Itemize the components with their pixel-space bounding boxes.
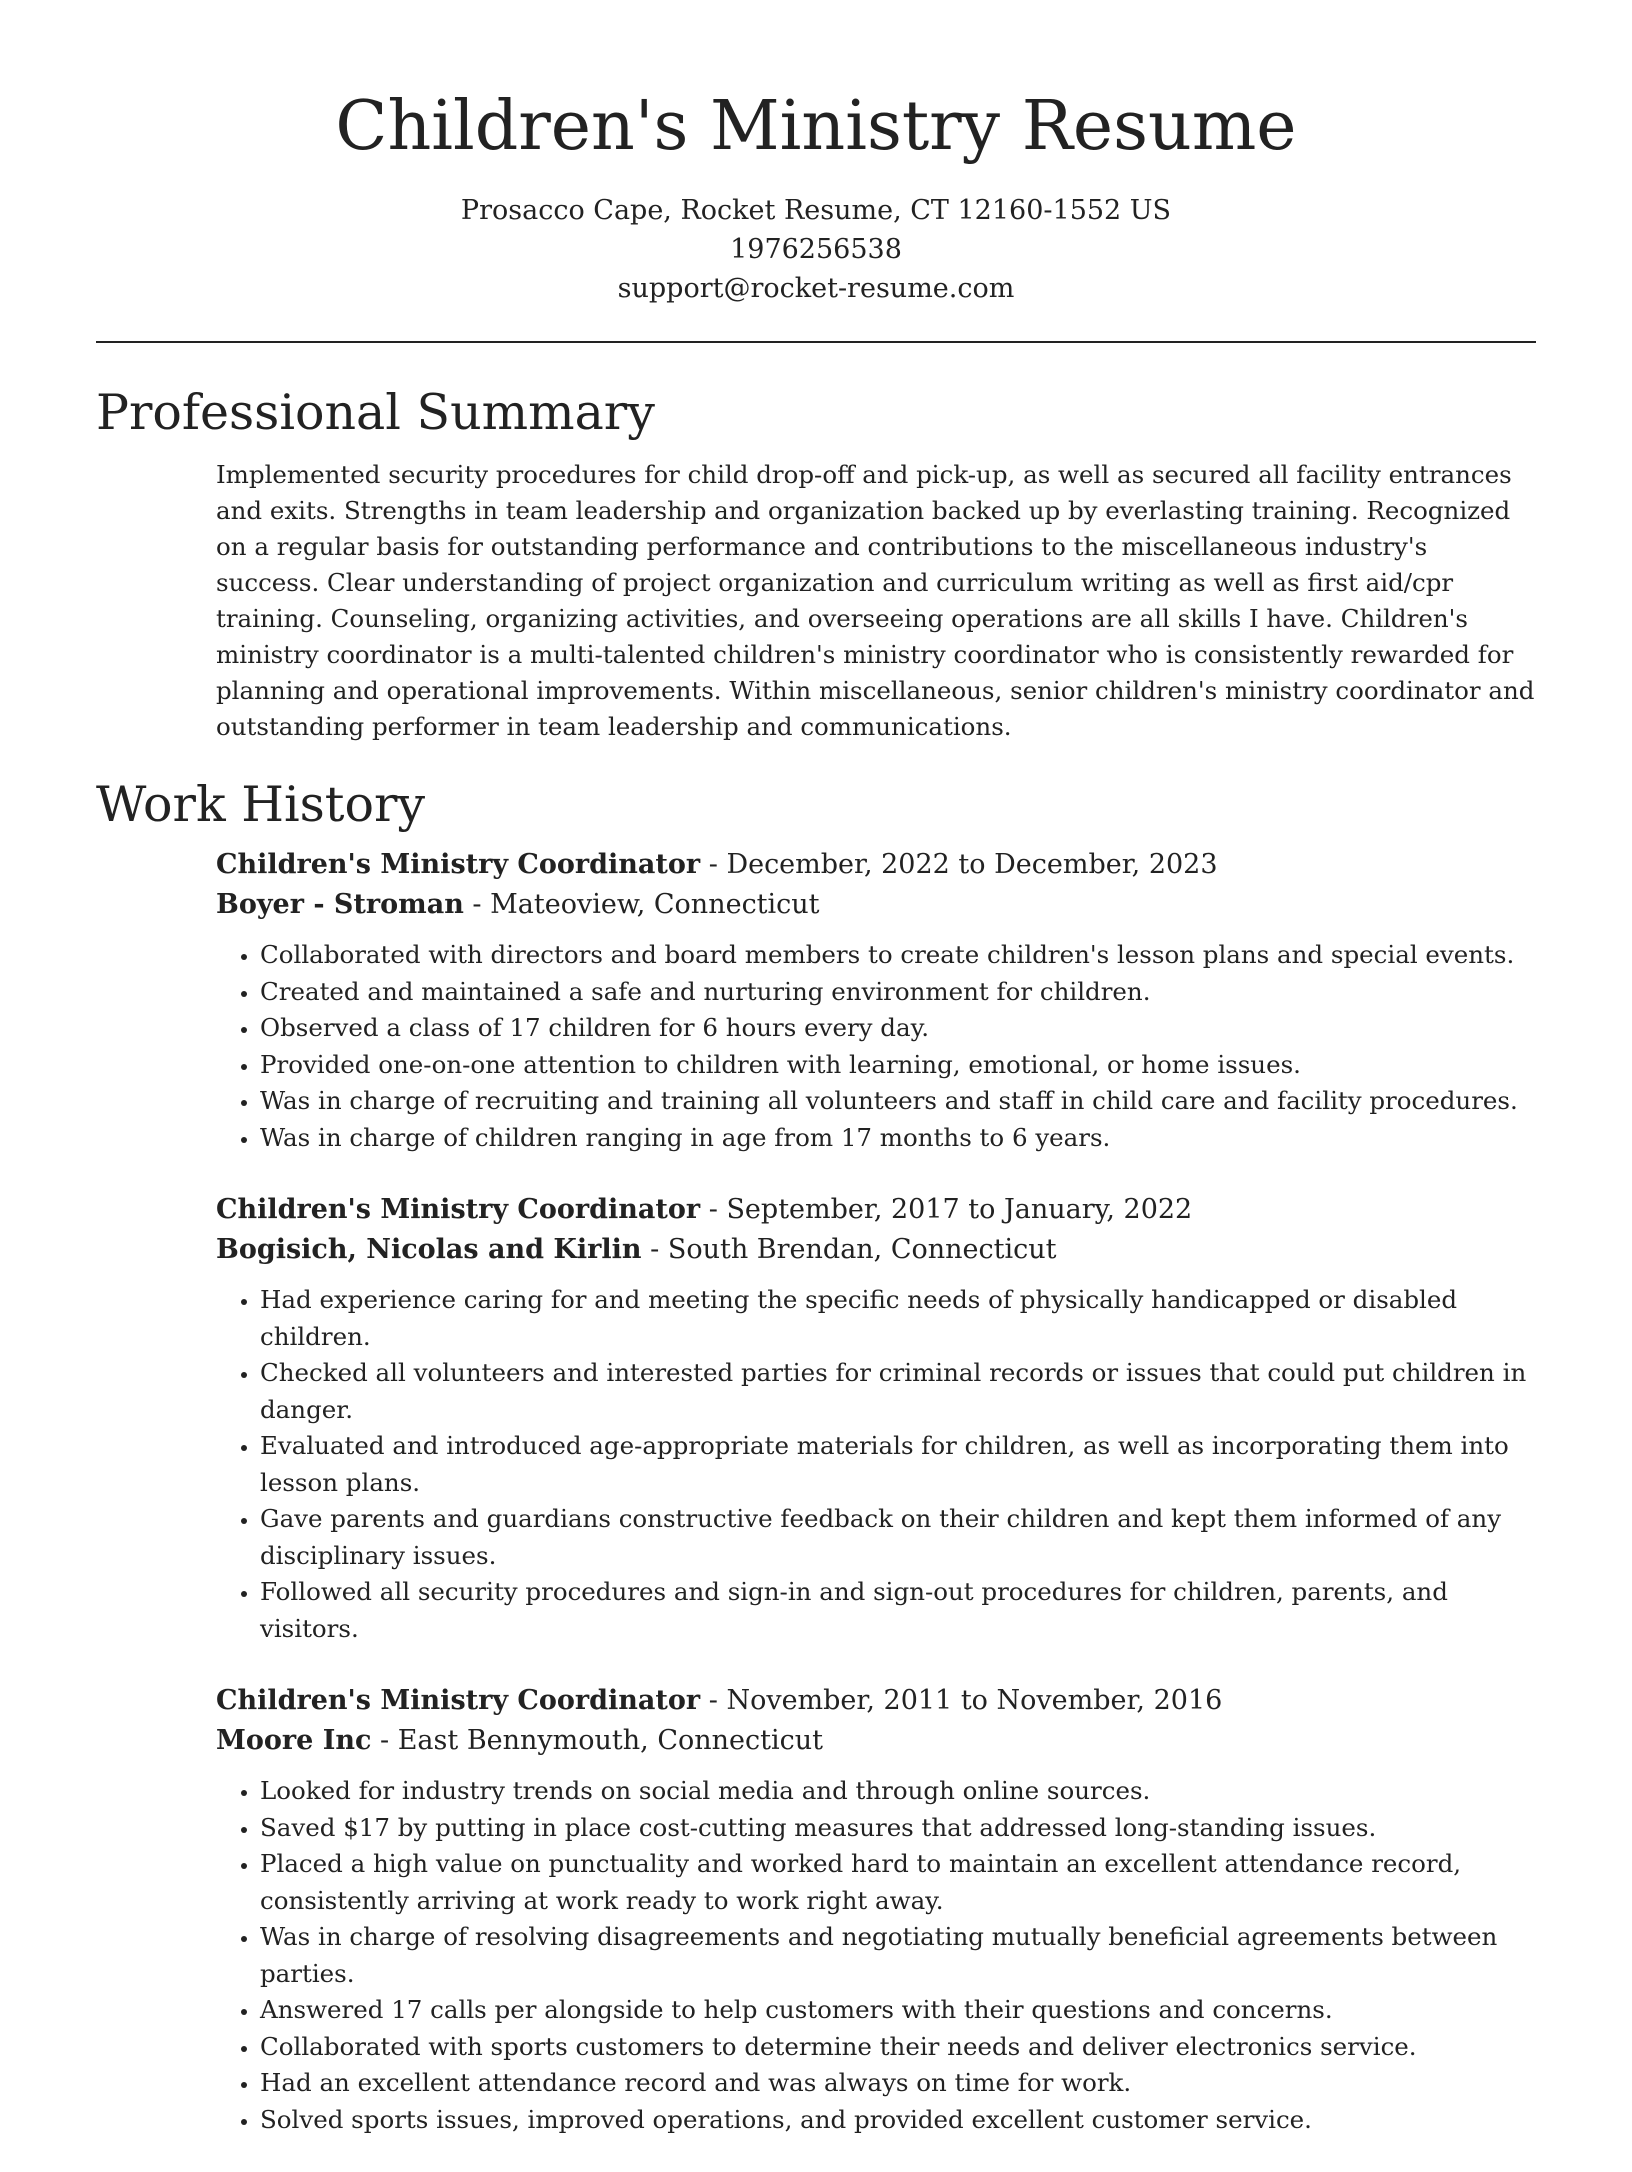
job-company: Moore Inc <box>216 1725 372 1756</box>
job-bullet: • Observed a class of 17 children for 6 hours every day. <box>260 1010 1536 1047</box>
job-bullets <box>216 1773 1536 2138</box>
job-entry <box>216 845 1536 1156</box>
job-bullet: • Had an excellent attendance record and was always on time for work. <box>260 2065 1536 2102</box>
job-company-line: Moore Inc - East Bennymouth, Connecticut <box>216 1725 823 1756</box>
job-bullet: • Checked all volunteers and interested parties for criminal records or issues that could put children in danger. <box>260 1355 1536 1428</box>
resume-title: Children's Ministry Resume <box>335 87 1297 166</box>
job-location: South Brendan, Connecticut <box>667 1234 1057 1265</box>
job-bullet: • Followed all security procedures and sign-in and sign-out procedures for children, parents, and visitors. <box>260 1574 1536 1647</box>
contact-phone: 1976256538 <box>730 234 902 265</box>
job-dates: December, 2022 to December, 2023 <box>726 849 1218 880</box>
job-bullet: • Collaborated with directors and board members to create children's lesson plans and special events. <box>260 937 1536 974</box>
job-company-line: Bogisich, Nicolas and Kirlin - South Brendan, Connecticut <box>216 1234 1057 1265</box>
job-entry <box>216 1681 1536 2138</box>
work-history-list <box>216 845 1536 2138</box>
job-bullet: • Gave parents and guardians constructive feedback on their children and kept them informed of any disciplinary issues. <box>260 1501 1536 1574</box>
job-bullet: • Collaborated with sports customers to determine their needs and deliver electronics service. <box>260 2029 1536 2066</box>
job-bullet: • Placed a high value on punctuality and worked hard to maintain an excellent attendance record, consistently arriving at work ready to work right away. <box>260 1846 1536 1919</box>
work-history-section <box>96 773 1536 2172</box>
job-bullet: • Created and maintained a safe and nurturing environment for children. <box>260 974 1536 1011</box>
job-company-line: Boyer - Stroman - Mateoview, Connecticut <box>216 889 820 920</box>
job-bullet: • Provided one-on-one attention to children with learning, emotional, or home issues. <box>260 1047 1536 1084</box>
job-bullets <box>216 1282 1536 1647</box>
summary-heading: Professional Summary <box>96 384 655 441</box>
summary-text: Implemented security procedures for child drop-off and pick-up, as well as secured all facility entrances and exits. Strengths in team leadership and organization backed up by everlasting training. Recognized on a regular basis for outstanding performance and contributions to the miscellaneous industry's success. Clear understanding of project organization and curriculum writing as well as first aid/cpr training. Counseling, organizing activities, and overseeing operations are all skills I have. Children's ministry coordinator is a multi-talented children's ministry coordinator who is consistently rewarded for planning and operational improvements. Within miscellaneous, senior children's ministry coordinator and outstanding performer in team leadership and communications. <box>216 460 1535 741</box>
job-dates: September, 2017 to January, 2022 <box>726 1194 1193 1225</box>
job-company: Bogisich, Nicolas and Kirlin <box>216 1234 642 1265</box>
contact-info <box>96 191 1536 308</box>
job-bullet: • Looked for industry trends on social media and through online sources. <box>260 1773 1536 1810</box>
job-bullet: • Was in charge of recruiting and training all volunteers and staff in child care and facility procedures. <box>260 1083 1536 1120</box>
summary-body <box>216 457 1536 745</box>
job-position: Children's Ministry Coordinator <box>216 849 701 880</box>
job-bullet: • Solved sports issues, improved operations, and provided excellent customer service. <box>260 2102 1536 2139</box>
contact-email: support@rocket-resume.com <box>617 273 1015 304</box>
contact-address: Prosacco Cape, Rocket Resume, CT 12160-1552 US <box>460 195 1172 226</box>
job-position: Children's Ministry Coordinator <box>216 1685 701 1716</box>
job-bullet: • Was in charge of children ranging in age from 17 months to 6 years. <box>260 1120 1536 1157</box>
job-bullet: • Saved $17 by putting in place cost-cutting measures that addressed long-standing issues. <box>260 1810 1536 1847</box>
job-entry <box>216 1190 1536 1647</box>
job-dates: November, 2011 to November, 2016 <box>726 1685 1223 1716</box>
job-location: Mateoview, Connecticut <box>490 889 820 920</box>
summary-section <box>96 381 1536 745</box>
job-title-line: Children's Ministry Coordinator - September, 2017 to January, 2022 <box>216 1194 1193 1225</box>
job-bullet: • Answered 17 calls per alongside to help customers with their questions and concerns. <box>260 1992 1536 2029</box>
job-bullet: • Evaluated and introduced age-appropriate materials for children, as well as incorporating them into lesson plans. <box>260 1428 1536 1501</box>
job-title-line: Children's Ministry Coordinator - December, 2022 to December, 2023 <box>216 849 1218 880</box>
job-company: Boyer - Stroman <box>216 889 464 920</box>
job-position: Children's Ministry Coordinator <box>216 1194 701 1225</box>
job-location: East Bennymouth, Connecticut <box>397 1725 823 1756</box>
job-title-line: Children's Ministry Coordinator - November, 2011 to November, 2016 <box>216 1685 1223 1716</box>
header-divider <box>96 341 1536 343</box>
work-history-heading: Work History <box>96 776 426 833</box>
job-bullet: • Was in charge of resolving disagreements and negotiating mutually beneficial agreements between parties. <box>260 1919 1536 1992</box>
job-bullet: • Had experience caring for and meeting the specific needs of physically handicapped or disabled children. <box>260 1282 1536 1355</box>
job-bullets <box>216 937 1536 1156</box>
